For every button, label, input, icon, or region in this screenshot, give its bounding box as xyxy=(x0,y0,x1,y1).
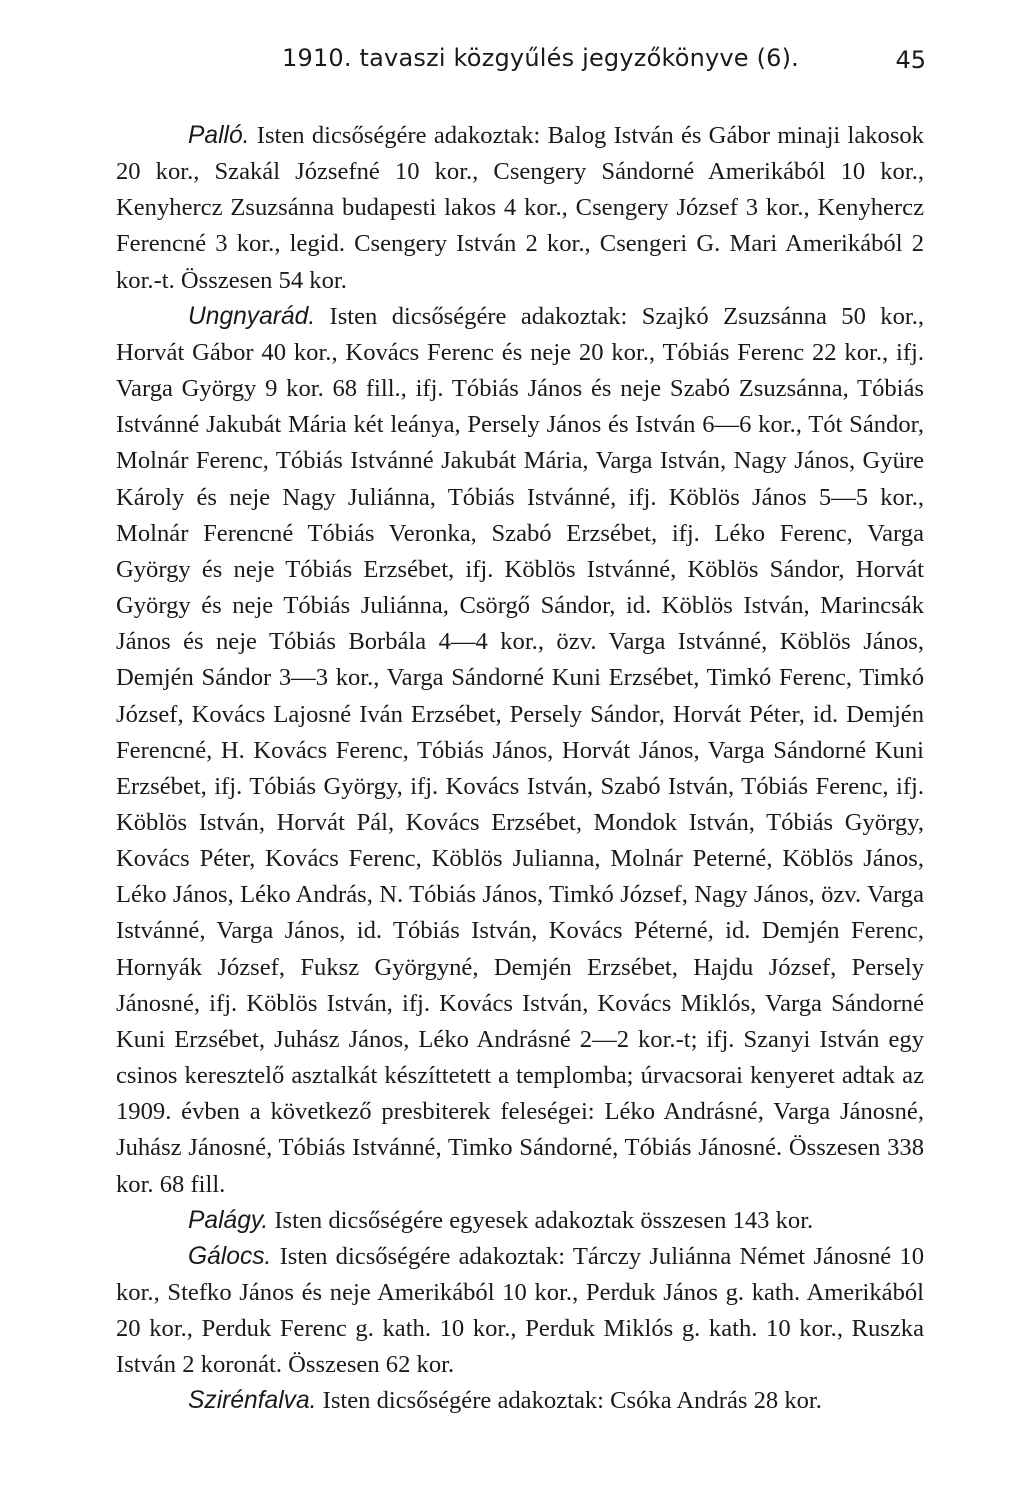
paragraph-palagy xyxy=(116,1203,924,1239)
running-title: 1910. tavaszi közgyűlés jegyzőkönyve (6). xyxy=(282,44,800,72)
paragraph-text: Isten dicsőségére adakoztak: Tárczy Juliánna Német Jánosné 10 kor., Stefko János és neje Amerikából 10 kor., Perduk János g. kath. Amerikából 20 kor., Perduk Ferenc g. kath. 10 kor., Perduk Miklós g. kath. 10 kor., Ruszka István 2 koronát. Összesen 62 kor. xyxy=(116,1242,924,1379)
paragraph-text: Isten dicsőségére adakoztak: Csóka András 28 kor. xyxy=(316,1387,822,1415)
paragraph-pallo xyxy=(116,118,924,299)
paragraph-text: Isten dicsőségére adakoztak: Balog István és Gábor minaji lakosok 20 kor., Szakál Józsefné 10 kor., Csengery Sándorné Amerikából 10 kor., Kenyhercz Zsuzsánna budapesti lakos 4 kor., Csengery József 3 kor., Kenyhercz Ferencné 3 kor., legid. Csengery István 2 kor., Csengeri G. Mari Amerikából 2 kor.-t. Összesen 54 kor. xyxy=(116,122,924,294)
page-header xyxy=(282,44,926,88)
body-text xyxy=(116,118,924,1420)
paragraph-ungnyarad xyxy=(116,299,924,1203)
paragraph-szirenfalva xyxy=(116,1383,924,1419)
place-name: Ungnyarád. xyxy=(188,302,316,330)
place-name: Palló. xyxy=(188,122,250,149)
place-name: Szirénfalva. xyxy=(188,1387,317,1415)
place-name: Gálocs. xyxy=(188,1242,272,1270)
paragraph-galocs xyxy=(116,1239,924,1384)
paragraph-text: Isten dicsőségére egyesek adakoztak összesen 143 kor. xyxy=(268,1206,814,1234)
page-number: 45 xyxy=(895,46,926,74)
place-name: Palágy. xyxy=(188,1206,269,1234)
paragraph-text: Isten dicsőségére adakoztak: Szajkó Zsuzsánna 50 kor., Horvát Gábor 40 kor., Kovács Ferenc és neje 20 kor., Tóbiás Ferenc 22 kor., ifj. Varga György 9 kor. 68 fill., ifj. Tóbiás János és neje Szabó Zsuzsánna, Tóbiás Istvánné Jakubát Mária két leánya, Persely János és István 6—6 kor., Tót Sándor, Molnár Ferenc, Tóbiás Istvánné Jakubát Mária, Varga István, Nagy János, Gyüre Károly és neje Nagy Juliánna, Tóbiás Istvánné, ifj. Köblös János 5—5 kor., Molnár Ferencné Tóbiás Veronka, Szabó Erzsébet, ifj. Léko Ferenc, Varga György és neje Tóbiás Erzsébet, ifj. Köblös Istvánné, Köblös Sándor, Horvát György és neje Tóbiás Juliánna, Csörgő Sándor, id. Köblös István, Marincsák János és neje Tóbiás Borbála 4—4 kor., özv. Varga Istvánné, Köblös János, Demjén Sándor 3—3 kor., Varga Sándorné Kuni Erzsébet, Timkó Ferenc, Timkó József, Kovács Lajosné Iván Erzsébet, Persely Sándor, Horvát Péter, id. Demjén Ferencné, H. Kovács Ferenc, Tóbiás János, Horvát János, Varga Sándorné Kuni Erzsébet, ifj. Tóbiás György, ifj. Kovács István, Szabó István, Tóbiás Ferenc, ifj. Köblös István, Horvát Pál, Kovács Erzsébet, Mondok István, Tóbiás György, Kovács Péter, Kovács Ferenc, Köblös Julianna, Molnár Peterné, Köblös János, Léko János, Léko András, N. Tóbiás János, Timkó József, Nagy János, özv. Varga Istvánné, Varga János, id. Tóbiás István, Kovács Péterné, id. Demjén Ferenc, Hornyák József, Fuksz Györgyné, Demjén Erzsébet, Hajdu József, Persely Jánosné, ifj. Köblös István, ifj. Kovács István, Kovács Miklós, Varga Sándorné Kuni Erzsébet, Juhász János, Léko Andrásné 2—2 kor.-t; ifj. Szanyi István egy csinos keresztelő asztalkát készíttetett a templomba; úrvacsorai kenyeret adtak az 1909. évben a következő presbiterek feleségei: Léko Andrásné, Varga Jánosné, Juhász Jánosné, Tóbiás Istvánné, Timko Sándorné, Tóbiás Jánosné. Összesen 338 kor. 68 fill. xyxy=(116,302,924,1198)
